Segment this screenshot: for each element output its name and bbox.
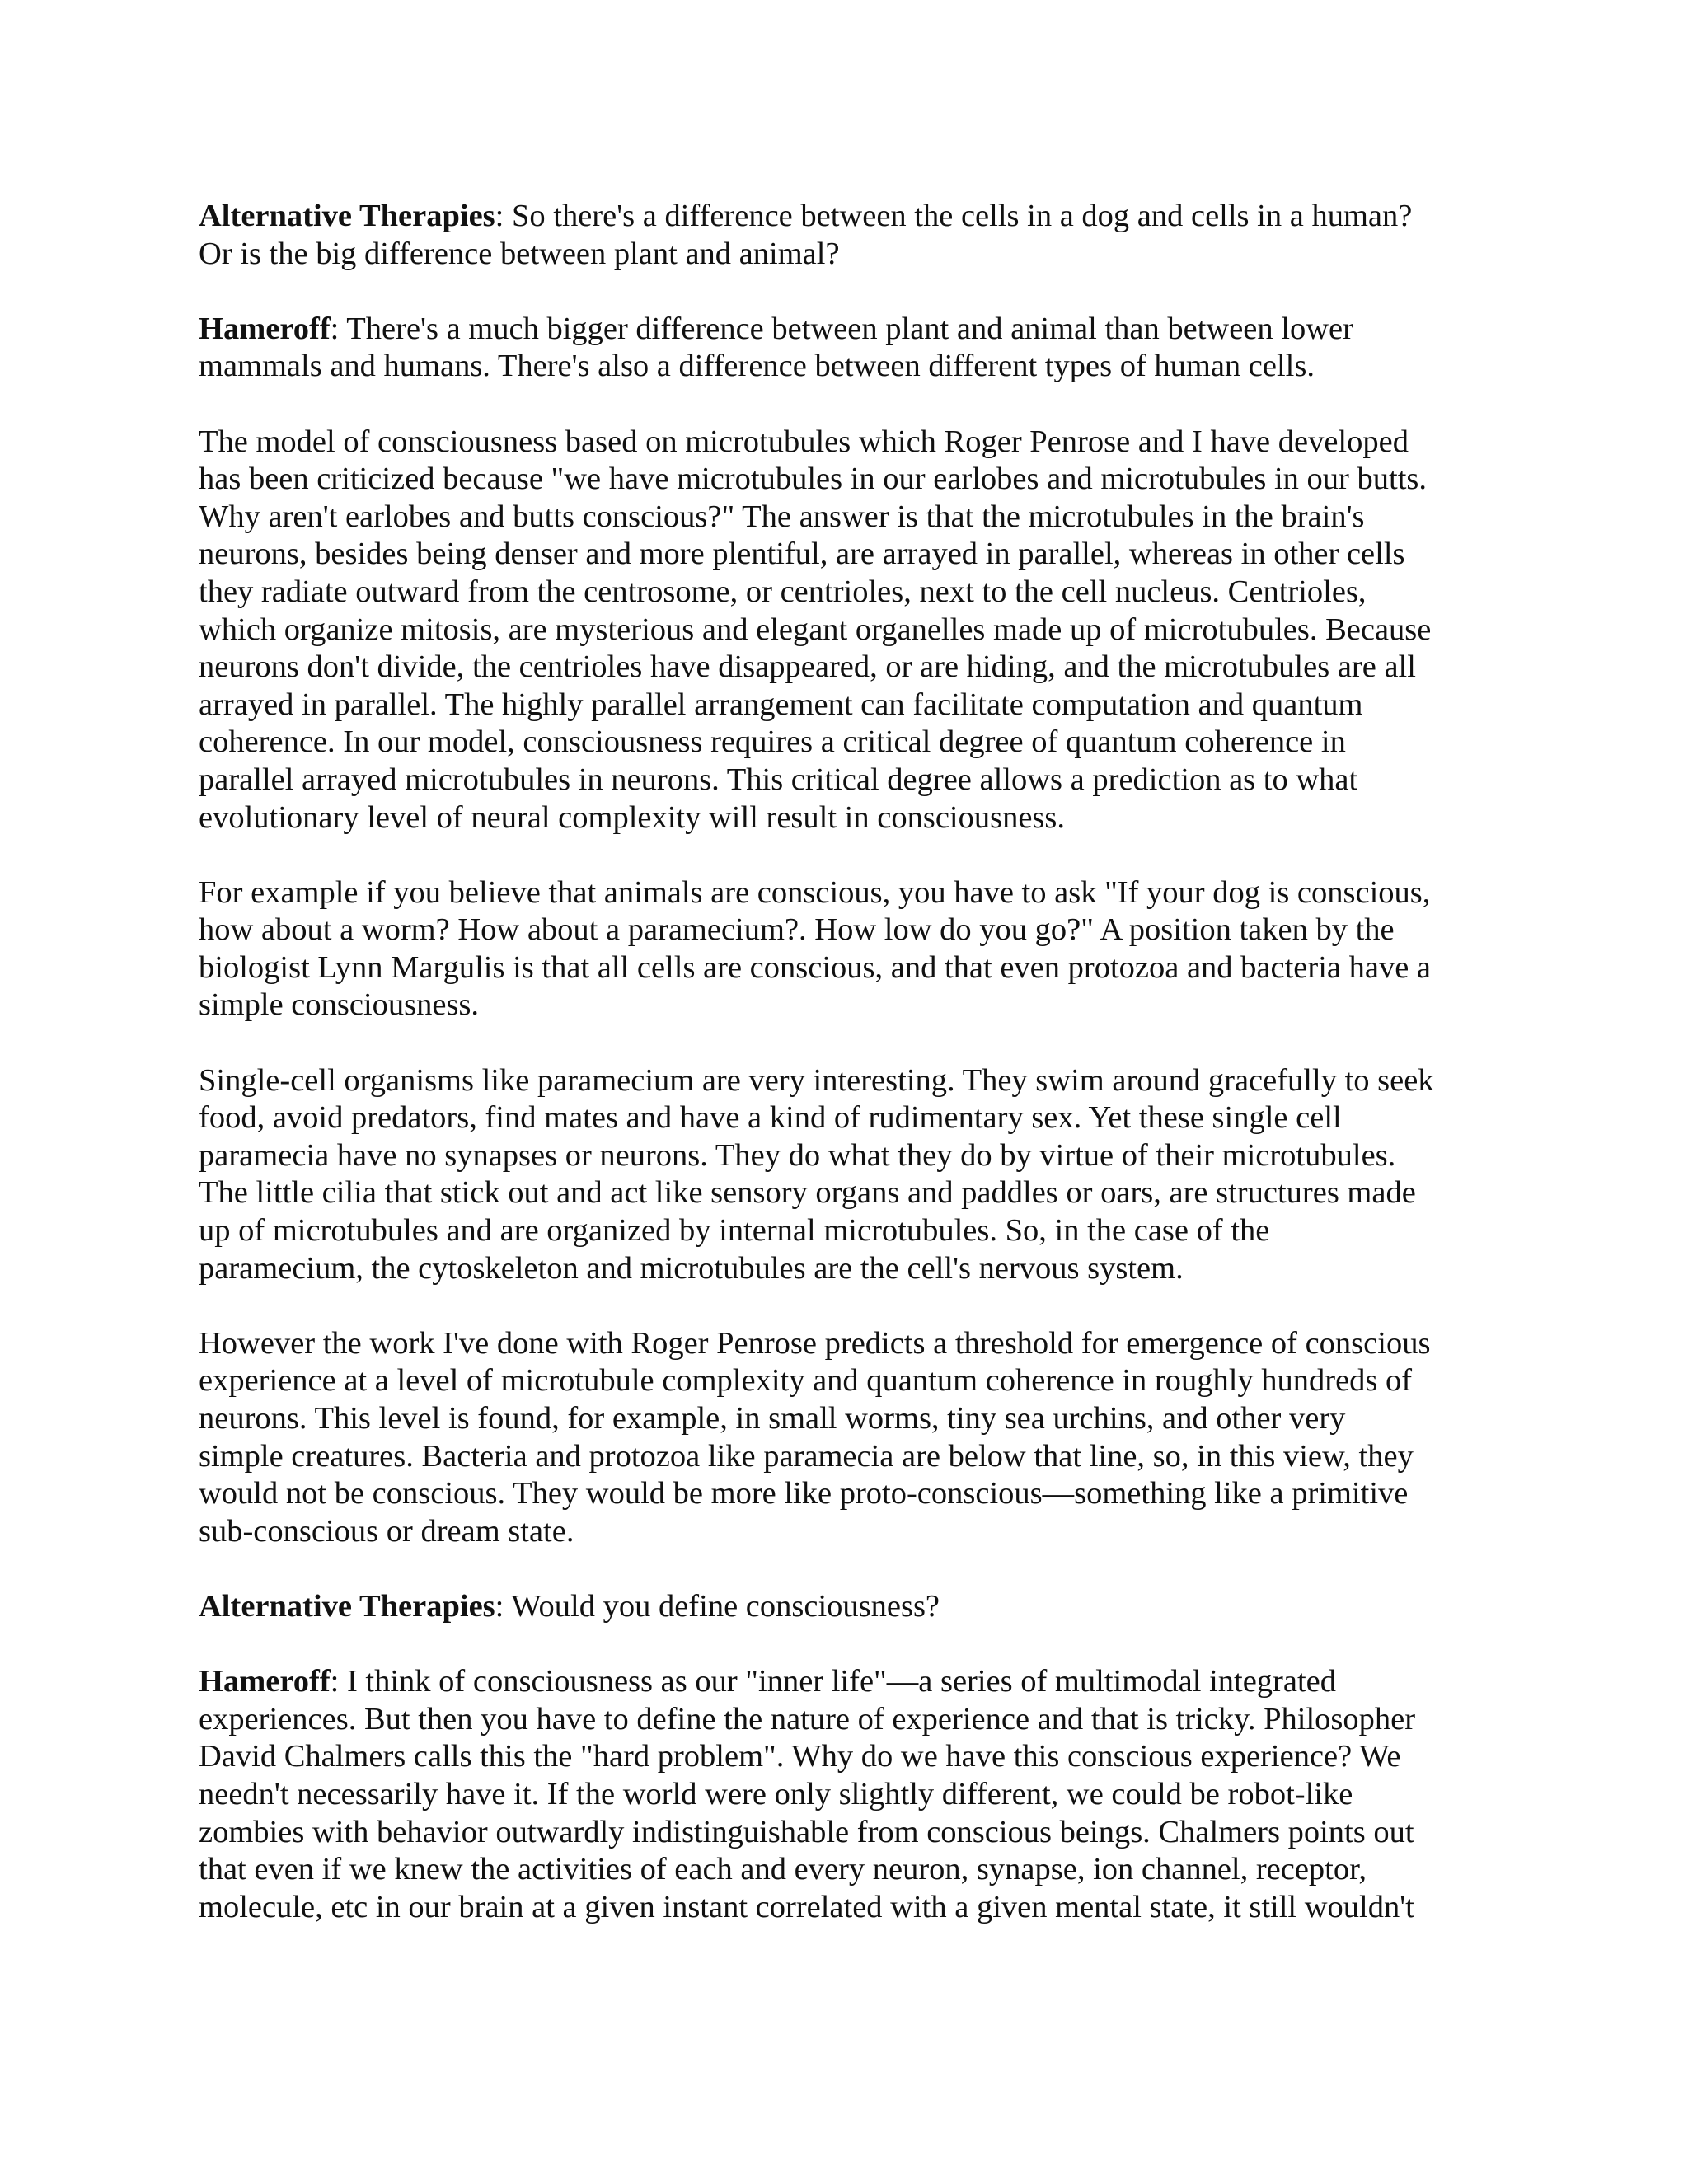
text-line: biologist Lynn Margulis is that all cells are conscious, and that even protozoa and bacteria have a <box>199 949 1431 985</box>
text-line: mammals and humans. There's also a difference between different types of human cells. <box>199 349 1315 384</box>
speaker-label: Hameroff <box>199 311 331 346</box>
paragraph <box>199 198 1493 273</box>
line-text: : So there's a difference between the cells in a dog and cells in a human? <box>495 199 1413 233</box>
text-line: simple consciousness. <box>199 987 480 1023</box>
line-text: : I think of consciousness as our "inner life"—a series of multimodal integrated <box>330 1664 1337 1699</box>
text-line: The model of consciousness based on microtubules which Roger Penrose and I have developed <box>199 424 1409 459</box>
speaker-label: Alternative Therapies <box>199 1588 495 1624</box>
text-line: coherence. In our model, consciousness requires a critical degree of quantum coherence in <box>199 724 1346 760</box>
text-line: The little cilia that stick out and act like sensory organs and paddles or oars, are structures made <box>199 1175 1416 1211</box>
text-line: experience at a level of microtubule complexity and quantum coherence in roughly hundreds of <box>199 1363 1413 1399</box>
text-line: has been criticized because "we have microtubules in our earlobes and microtubules in our butts. <box>199 462 1427 497</box>
paragraph <box>199 311 1493 386</box>
text-line <box>199 1588 1493 1626</box>
text-line: paramecium, the cytoskeleton and microtubules are the cell's nervous system. <box>199 1250 1184 1286</box>
paragraph <box>199 1325 1493 1551</box>
paragraph <box>199 1588 1493 1626</box>
text-line: For example if you believe that animals are conscious, you have to ask "If your dog is conscious, <box>199 874 1431 910</box>
text-line: Single-cell organisms like paramecium are very interesting. They swim around gracefully to seek <box>199 1062 1434 1098</box>
text-line: zombies with behavior outwardly indistinguishable from conscious beings. Chalmers points out <box>199 1814 1414 1849</box>
text-line: molecule, etc in our brain at a given instant correlated with a given mental state, it still wouldn't <box>199 1889 1414 1924</box>
text-line: neurons don't divide, the centrioles have disappeared, or are hiding, and the microtubules are all <box>199 649 1416 685</box>
text-line: evolutionary level of neural complexity will result in consciousness. <box>199 799 1066 835</box>
text-line <box>199 1663 1493 1701</box>
text-line: paramecia have no synapses or neurons. They do what they do by virtue of their microtubules. <box>199 1137 1396 1173</box>
text-line: experiences. But then you have to define the nature of experience and that is tricky. Philosopher <box>199 1701 1416 1736</box>
text-line <box>199 311 1493 349</box>
text-line <box>199 198 1493 236</box>
text-line: which organize mitosis, are mysterious and elegant organelles made up of microtubules. Because <box>199 612 1432 647</box>
text-line: David Chalmers calls this the "hard problem". Why do we have this conscious experience? We <box>199 1739 1401 1774</box>
text-line: would not be conscious. They would be more like proto-conscious—something like a primitive <box>199 1476 1409 1511</box>
text-line: Or is the big difference between plant and animal? <box>199 236 840 271</box>
text-line: parallel arrayed microtubules in neurons. This critical degree allows a prediction as to what <box>199 762 1358 797</box>
paragraph <box>199 1663 1493 1926</box>
text-line: how about a worm? How about a paramecium?. How low do you go?" A position taken by the <box>199 912 1395 948</box>
paragraph <box>199 424 1493 837</box>
text-line: simple creatures. Bacteria and protozoa like paramecia are below that line, so, in this view, they <box>199 1438 1414 1474</box>
text-line: up of microtubules and are organized by internal microtubules. So, in the case of the <box>199 1213 1270 1249</box>
text-line: neurons. This level is found, for example, in small worms, tiny sea urchins, and other very <box>199 1401 1346 1436</box>
text-line: they radiate outward from the centrosome, or centrioles, next to the cell nucleus. Centrioles, <box>199 574 1367 609</box>
text-line: neurons, besides being denser and more plentiful, are arrayed in parallel, whereas in other cells <box>199 537 1405 572</box>
document-body <box>199 198 1493 1964</box>
text-line: that even if we knew the activities of each and every neuron, synapse, ion channel, receptor, <box>199 1852 1367 1887</box>
text-line: food, avoid predators, find mates and have a kind of rudimentary sex. Yet these single cell <box>199 1100 1342 1136</box>
speaker-label: Hameroff <box>199 1664 331 1699</box>
text-line: sub-conscious or dream state. <box>199 1513 574 1549</box>
paragraph <box>199 874 1493 1024</box>
line-text: : Would you define consciousness? <box>495 1588 940 1624</box>
text-line: needn't necessarily have it. If the world were only slightly different, we could be robot-like <box>199 1776 1353 1811</box>
text-line: arrayed in parallel. The highly parallel arrangement can facilitate computation and quantum <box>199 687 1363 722</box>
text-line: Why aren't earlobes and butts conscious?" The answer is that the microtubules in the brain's <box>199 499 1365 534</box>
line-text: : There's a much bigger difference between plant and animal than between lower <box>330 311 1353 346</box>
paragraph <box>199 1062 1493 1288</box>
text-line: However the work I've done with Roger Penrose predicts a threshold for emergence of conscious <box>199 1325 1431 1361</box>
speaker-label: Alternative Therapies <box>199 199 495 233</box>
